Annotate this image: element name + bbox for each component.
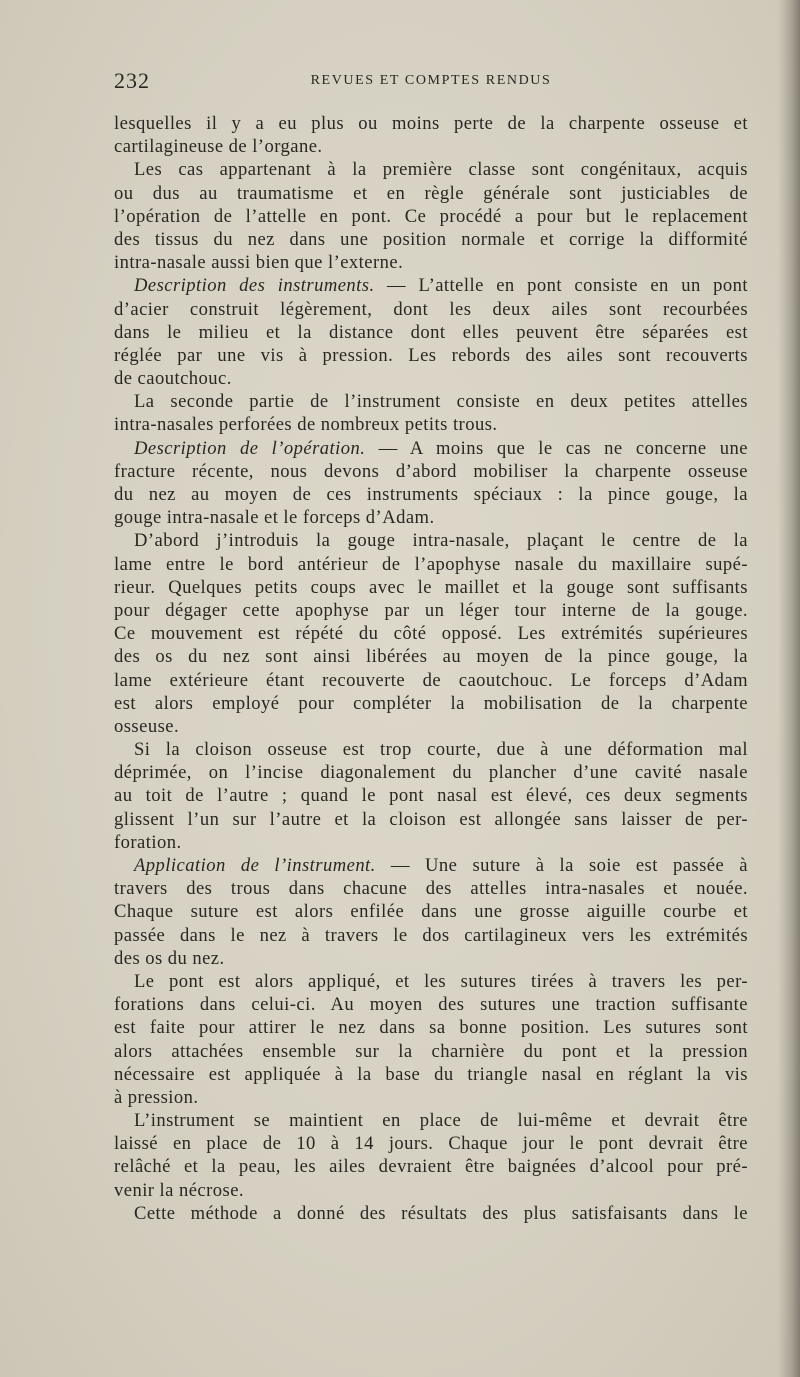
line-text: osseuse. xyxy=(114,715,180,737)
text-line xyxy=(114,1132,748,1155)
line-text: — A moins que le cas ne concerne une xyxy=(365,437,748,459)
line-text: des os du nez sont ainsi libérées au moyen de la pince gouge, la xyxy=(114,646,748,668)
text-line xyxy=(114,553,748,576)
line-text: dans le milieu et la distance dont elles peuvent être séparées est xyxy=(114,321,748,343)
text-line xyxy=(114,808,748,831)
line-text: Cette méthode a donné des résultats des plus satisfaisants dans le xyxy=(134,1202,748,1224)
line-text: passée dans le nez à travers le dos cartilagineux vers les extrémités xyxy=(114,924,748,946)
section-heading: Description de l’opération. xyxy=(134,437,366,459)
body-text xyxy=(114,112,748,1225)
line-text: Chaque suture est alors enfilée dans une grosse aiguille courbe et xyxy=(114,901,748,923)
text-line xyxy=(114,924,748,947)
line-text: est alors employé pour compléter la mobilisation de la charpente xyxy=(114,692,748,714)
text-line xyxy=(114,321,748,344)
line-text: déprimée, on l’incise diagonalement du plancher d’une cavité nasale xyxy=(114,762,748,784)
line-text: des tissus du nez dans une position normale et corrige la difformité xyxy=(114,228,748,250)
line-text: lame extérieure étant recouverte de caoutchouc. Le forceps d’Adam xyxy=(114,669,748,691)
text-line xyxy=(114,228,748,251)
line-text: foration. xyxy=(114,831,182,853)
text-line xyxy=(114,112,748,135)
text-line xyxy=(114,298,748,321)
text-line xyxy=(114,970,748,993)
text-line xyxy=(114,761,748,784)
line-text: est faite pour attirer le nez dans sa bonne position. Les sutures sont xyxy=(114,1017,748,1039)
text-line xyxy=(114,483,748,506)
line-text: relâché et la peau, les ailes devraient être baignées d’alcool pour pré- xyxy=(114,1156,748,1178)
line-text: L’instrument se maintient en place de lui-même et devrait être xyxy=(134,1110,748,1132)
line-text: Les cas appartenant à la première classe sont congénitaux, acquis xyxy=(134,159,748,181)
line-text: rieur. Quelques petits coups avec le maillet et la gouge sont suffisants xyxy=(114,576,748,598)
text-line xyxy=(114,437,748,460)
line-text: D’abord j’introduis la gouge intra-nasale, plaçant le centre de la xyxy=(134,530,748,552)
line-text: travers des trous dans chacune des attelles intra-nasales et nouée. xyxy=(114,878,748,900)
line-text: pour dégager cette apophyse par un léger tour interne de la gouge. xyxy=(114,599,748,621)
page-spine-shadow xyxy=(778,0,800,1377)
line-text: laissé en place de 10 à 14 jours. Chaque jour le pont devrait être xyxy=(114,1133,748,1155)
text-line xyxy=(114,622,748,645)
line-text: intra-nasales perforées de nombreux petits trous. xyxy=(114,414,498,436)
running-title: REVUES ET COMPTES RENDUS xyxy=(310,73,552,88)
text-line xyxy=(114,599,748,622)
text-line xyxy=(114,854,748,877)
line-text: ou dus au traumatisme et en règle générale sont justiciables de xyxy=(114,182,748,204)
text-line xyxy=(114,877,748,900)
text-line xyxy=(114,413,748,436)
text-line xyxy=(114,715,748,738)
page-number: 232 xyxy=(114,68,150,93)
line-text: gouge intra-nasale et le forceps d’Adam. xyxy=(114,507,435,529)
text-line xyxy=(114,205,748,228)
line-text: Le pont est alors appliqué, et les sutures tirées à travers les per- xyxy=(134,970,748,992)
line-text: — Une suture à la soie est passée à xyxy=(375,855,748,876)
text-line xyxy=(114,1040,748,1063)
line-text: intra-nasale aussi bien que l’externe. xyxy=(114,252,404,274)
line-text: du nez au moyen de ces instruments spéciaux : la pince gouge, la xyxy=(114,484,748,505)
line-text: d’acier construit légèrement, dont les deux ailes sont recourbées xyxy=(114,298,748,320)
line-text: fracture récente, nous devons d’abord mobiliser la charpente osseuse xyxy=(114,460,748,482)
line-text: glissent l’un sur l’autre et la cloison est allongée sans laisser de per- xyxy=(114,808,748,830)
text-line xyxy=(114,645,748,668)
section-heading: Application de l’instrument. xyxy=(134,855,376,876)
line-text: nécessaire est appliquée à la base du triangle nasal en réglant la vis xyxy=(114,1063,748,1085)
text-line xyxy=(114,506,748,529)
line-text: Si la cloison osseuse est trop courte, due à une déformation mal xyxy=(134,739,748,761)
line-text: réglée par une vis à pression. Les rebords des ailes sont recouverts xyxy=(114,344,748,366)
text-line xyxy=(114,460,748,483)
line-text: Ce mouvement est répété du côté opposé. Les extrémités supérieures xyxy=(114,623,748,645)
text-line xyxy=(114,784,748,807)
line-text: lame entre le bord antérieur de l’apophyse nasale du maxillaire supé- xyxy=(114,553,748,575)
line-text: cartilagineuse de l’organe. xyxy=(114,136,323,158)
text-line xyxy=(114,576,748,599)
text-line xyxy=(114,1202,748,1225)
line-text: l’opération de l’attelle en pont. Ce procédé a pour but le replacement xyxy=(114,205,748,227)
line-text: La seconde partie de l’instrument consiste en deux petites attelles xyxy=(134,391,748,413)
line-text: alors attachées ensemble sur la charnière du pont et la pression xyxy=(114,1040,748,1062)
text-line xyxy=(114,367,748,390)
text-line xyxy=(114,1109,748,1132)
line-text: venir la nécrose. xyxy=(114,1179,244,1201)
page-header xyxy=(114,68,748,98)
text-line xyxy=(114,1086,748,1109)
text-line xyxy=(114,135,748,158)
text-line xyxy=(114,344,748,367)
text-line xyxy=(114,831,748,854)
text-line xyxy=(114,947,748,970)
text-line xyxy=(114,1179,748,1202)
line-text: des os du nez. xyxy=(114,947,225,969)
text-line xyxy=(114,993,748,1016)
line-text: lesquelles il y a eu plus ou moins perte de la charpente osseuse et xyxy=(114,113,748,134)
text-line xyxy=(114,390,748,413)
text-line xyxy=(114,692,748,715)
line-text: au toit de l’autre ; quand le pont nasal est élevé, ces deux segments xyxy=(114,785,748,807)
text-line xyxy=(114,182,748,205)
text-line xyxy=(114,274,748,297)
line-text: de caoutchouc. xyxy=(114,368,232,390)
line-text: forations dans celui-ci. Au moyen des sutures une traction suffisante xyxy=(114,994,748,1016)
text-line xyxy=(114,738,748,761)
text-line xyxy=(114,669,748,692)
text-line xyxy=(114,900,748,923)
text-line xyxy=(114,1063,748,1086)
section-heading: Description des instruments. xyxy=(134,275,375,297)
text-line xyxy=(114,251,748,274)
text-line xyxy=(114,1016,748,1039)
line-text: à pression. xyxy=(114,1086,199,1108)
text-line xyxy=(114,1155,748,1178)
text-line xyxy=(114,158,748,181)
line-text: — L’attelle en pont consiste en un pont xyxy=(374,275,748,297)
text-line xyxy=(114,529,748,552)
